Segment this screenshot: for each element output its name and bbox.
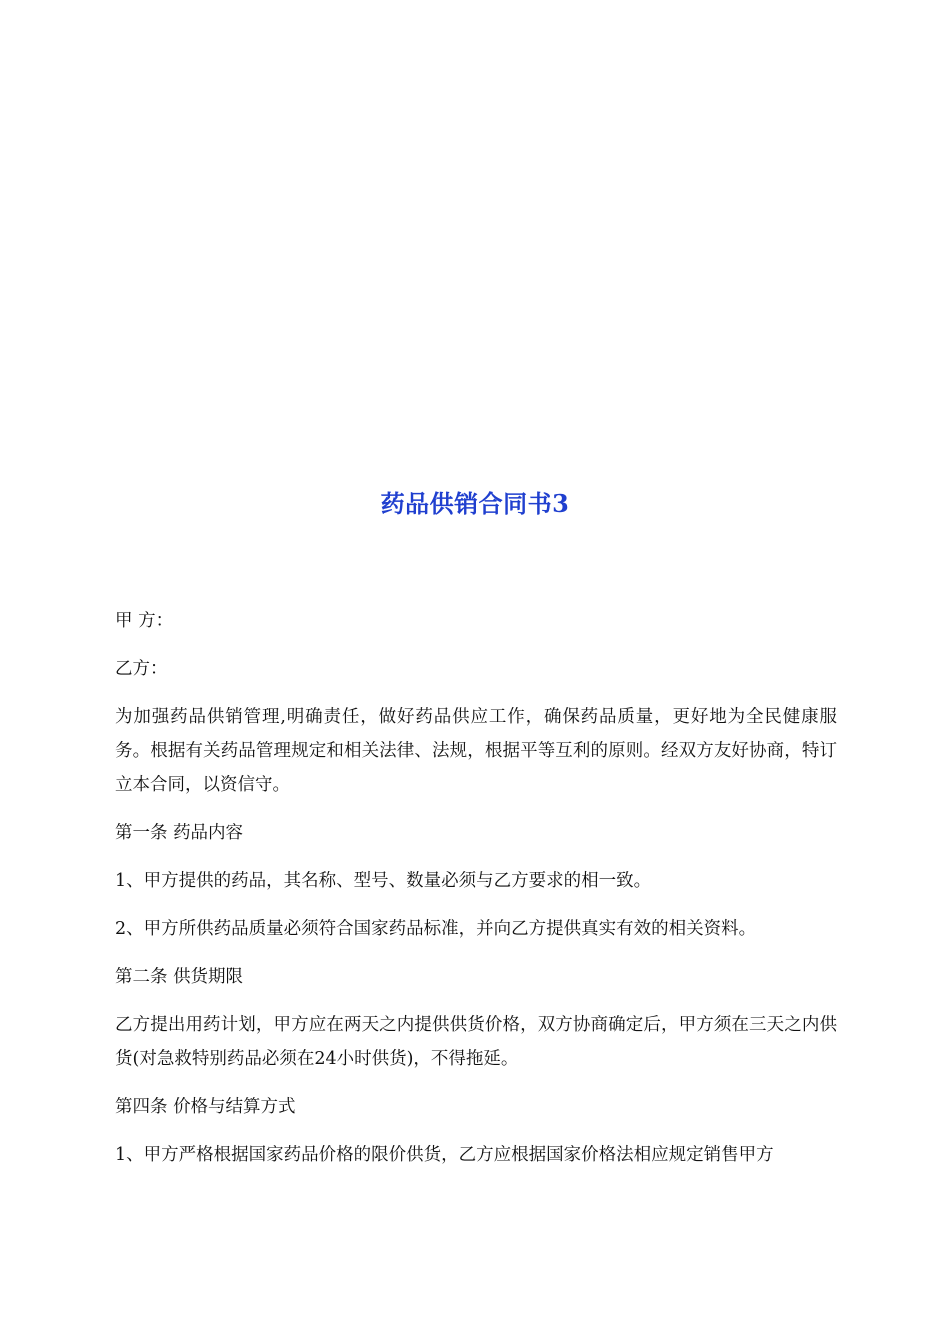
party-b-line: 乙方： (115, 659, 168, 679)
article-heading-2: 第二条 供货期限 (115, 967, 244, 987)
clause-1-2: 2、甲方所供药品质量必须符合国家药品标准，并向乙方提供真实有效的相关资料。 (115, 919, 757, 939)
clause-2-text: 乙方提出用药计划，甲方应在两天之内提供供货价格，双方协商确定后，甲方须在三天之内供货(对急救特别药品必须在24小时供货)，不得拖延。 (115, 1015, 837, 1069)
document-body (115, 604, 837, 1186)
party-a-line: 甲 方： (115, 611, 174, 631)
document-title: 药品供销合同书3 (380, 489, 570, 518)
article-heading-1: 第一条 药品内容 (115, 823, 244, 843)
preamble-paragraph: 为加强药品供销管理,明确责任，做好药品供应工作，确保药品质量，更好地为全民健康服务。根据有关药品管理规定和相关法律、法规，根据平等互利的原则。经双方友好协商，特订立本合同，以资信守。 (115, 707, 837, 795)
article-heading-4: 第四条 价格与结算方式 (115, 1097, 296, 1117)
clause-1-1: 1、甲方提供的药品，其名称、型号、数量必须与乙方要求的相一致。 (115, 871, 652, 891)
clause-4-1: 1、甲方严格根据国家药品价格的限价供货，乙方应根据国家价格法相应规定销售甲方 (115, 1145, 774, 1165)
